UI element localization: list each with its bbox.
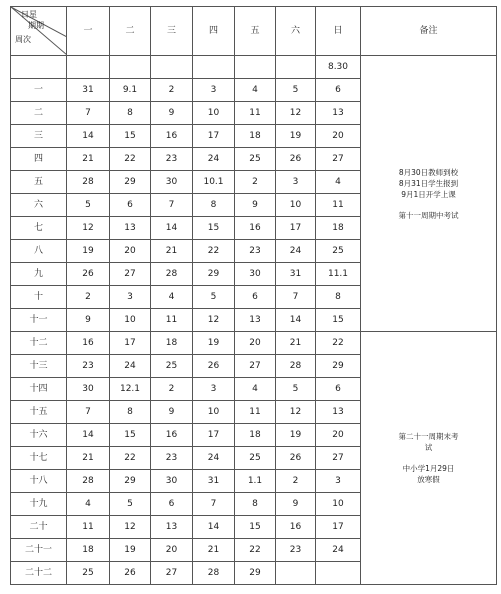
date-cell: 3 (276, 171, 316, 194)
week-number-cell: 四 (11, 148, 67, 171)
week-number-cell (11, 56, 67, 79)
date-cell: 8 (110, 401, 151, 424)
date-cell: 14 (67, 424, 110, 447)
date-cell: 27 (151, 562, 193, 585)
date-cell: 13 (110, 217, 151, 240)
date-cell: 30 (151, 470, 193, 493)
date-cell: 12 (276, 401, 316, 424)
date-cell: 11 (67, 516, 110, 539)
date-cell (67, 56, 110, 79)
week-number-cell: 十七 (11, 447, 67, 470)
week-number-cell: 八 (11, 240, 67, 263)
date-cell: 29 (193, 263, 235, 286)
date-cell: 17 (276, 217, 316, 240)
date-cell: 28 (193, 562, 235, 585)
date-cell: 27 (110, 263, 151, 286)
date-cell (193, 56, 235, 79)
date-cell: 4 (235, 79, 276, 102)
date-cell: 14 (151, 217, 193, 240)
date-cell (316, 562, 361, 585)
week-number-cell: 九 (11, 263, 67, 286)
date-cell: 8 (193, 194, 235, 217)
date-cell: 9 (235, 194, 276, 217)
date-cell: 3 (110, 286, 151, 309)
remark-note-line: 第十一周期中考试 (398, 210, 459, 220)
date-cell: 22 (316, 332, 361, 355)
date-cell: 17 (193, 424, 235, 447)
date-cell: 9 (151, 401, 193, 424)
week-number-cell: 二十一 (11, 539, 67, 562)
header-row (11, 7, 497, 56)
date-cell: 19 (67, 240, 110, 263)
week-number-cell: 十八 (11, 470, 67, 493)
date-cell: 6 (151, 493, 193, 516)
date-cell (151, 56, 193, 79)
date-cell: 21 (67, 148, 110, 171)
date-cell: 16 (151, 125, 193, 148)
date-cell: 24 (110, 355, 151, 378)
weekday-header: 一 (67, 7, 110, 56)
week-number-cell: 十四 (11, 378, 67, 401)
date-cell: 19 (110, 539, 151, 562)
weekday-header: 日 (316, 7, 361, 56)
date-cell: 2 (67, 286, 110, 309)
note-spacer (361, 453, 496, 463)
date-cell: 10.1 (193, 171, 235, 194)
date-cell: 18 (235, 424, 276, 447)
date-cell: 6 (316, 79, 361, 102)
date-cell: 5 (67, 194, 110, 217)
date-cell: 2 (151, 79, 193, 102)
date-cell: 4 (151, 286, 193, 309)
date-cell: 10 (193, 401, 235, 424)
date-cell: 26 (193, 355, 235, 378)
date-cell: 26 (110, 562, 151, 585)
weekday-header: 四 (193, 7, 235, 56)
date-cell: 15 (110, 424, 151, 447)
date-cell: 24 (193, 447, 235, 470)
date-cell: 4 (67, 493, 110, 516)
date-cell: 5 (276, 378, 316, 401)
date-cell (276, 562, 316, 585)
date-cell: 16 (67, 332, 110, 355)
date-cell (276, 56, 316, 79)
remark-note-line: 中小学1月29日 (402, 464, 455, 473)
date-cell: 8 (316, 286, 361, 309)
date-cell: 2 (151, 378, 193, 401)
date-cell: 15 (235, 516, 276, 539)
remark-header: 备注 (361, 7, 497, 56)
date-cell: 12.1 (110, 378, 151, 401)
date-cell: 27 (316, 447, 361, 470)
corner-label-date: 期期 (28, 21, 44, 30)
date-cell: 16 (276, 516, 316, 539)
date-cell: 16 (151, 424, 193, 447)
date-cell: 18 (151, 332, 193, 355)
date-cell: 10 (316, 493, 361, 516)
week-number-cell: 七 (11, 217, 67, 240)
date-cell: 11 (316, 194, 361, 217)
date-cell: 2 (235, 171, 276, 194)
weekday-header: 二 (110, 7, 151, 56)
week-number-cell: 一 (11, 79, 67, 102)
date-cell: 22 (110, 148, 151, 171)
date-cell: 12 (110, 516, 151, 539)
date-cell: 7 (67, 102, 110, 125)
weekday-header: 六 (276, 7, 316, 56)
date-cell: 21 (193, 539, 235, 562)
week-number-cell: 十九 (11, 493, 67, 516)
date-cell: 1.1 (235, 470, 276, 493)
remark-cell-second-half (361, 332, 497, 585)
date-cell: 11 (235, 401, 276, 424)
date-cell: 28 (151, 263, 193, 286)
date-cell: 26 (276, 148, 316, 171)
date-cell: 7 (193, 493, 235, 516)
remark-note-line: 第二十一周期末考 (398, 432, 459, 441)
date-cell: 3 (193, 378, 235, 401)
week-number-cell: 五 (11, 171, 67, 194)
date-cell: 25 (235, 148, 276, 171)
date-cell: 23 (276, 539, 316, 562)
date-cell: 13 (235, 309, 276, 332)
date-cell: 4 (316, 171, 361, 194)
school-calendar-table (10, 6, 497, 585)
date-cell: 28 (276, 355, 316, 378)
remark-note-line: 放寒假 (417, 475, 440, 484)
week-row (11, 56, 497, 79)
date-cell: 13 (316, 102, 361, 125)
date-cell: 9 (276, 493, 316, 516)
date-cell: 4 (235, 378, 276, 401)
date-cell: 23 (235, 240, 276, 263)
date-cell: 28 (67, 470, 110, 493)
remark-note-line: 9月1日开学上课 (401, 189, 456, 199)
date-cell: 29 (110, 470, 151, 493)
week-number-cell: 三 (11, 125, 67, 148)
corner-diagonal-lines (11, 7, 67, 55)
date-cell: 21 (276, 332, 316, 355)
date-cell: 26 (67, 263, 110, 286)
date-cell (110, 56, 151, 79)
date-cell: 25 (316, 240, 361, 263)
date-cell: 7 (67, 401, 110, 424)
date-cell: 14 (193, 516, 235, 539)
date-cell: 10 (110, 309, 151, 332)
date-cell: 17 (110, 332, 151, 355)
date-cell: 24 (193, 148, 235, 171)
date-cell: 26 (276, 447, 316, 470)
note-spacer (361, 200, 496, 210)
date-cell: 5 (110, 493, 151, 516)
week-number-cell: 二十二 (11, 562, 67, 585)
date-cell: 31 (67, 79, 110, 102)
date-cell: 12 (67, 217, 110, 240)
date-cell: 15 (193, 217, 235, 240)
week-number-cell: 十三 (11, 355, 67, 378)
date-cell: 13 (151, 516, 193, 539)
date-cell: 15 (316, 309, 361, 332)
remark-note-line: 8月30日教师到校 (398, 167, 459, 177)
date-cell: 20 (316, 125, 361, 148)
date-cell: 18 (67, 539, 110, 562)
date-cell: 22 (193, 240, 235, 263)
date-cell: 24 (276, 240, 316, 263)
date-cell: 22 (235, 539, 276, 562)
date-cell: 22 (110, 447, 151, 470)
date-cell: 28 (67, 171, 110, 194)
date-cell: 30 (67, 378, 110, 401)
date-cell: 6 (110, 194, 151, 217)
week-number-cell: 二 (11, 102, 67, 125)
date-cell (235, 56, 276, 79)
date-cell: 8 (235, 493, 276, 516)
date-cell: 14 (276, 309, 316, 332)
date-cell: 18 (235, 125, 276, 148)
remark-cell-first-half (361, 56, 497, 332)
date-cell: 23 (151, 447, 193, 470)
date-cell: 8.30 (316, 56, 361, 79)
corner-label-week: 周次 (15, 35, 31, 44)
date-cell: 21 (67, 447, 110, 470)
week-number-cell: 六 (11, 194, 67, 217)
date-cell: 19 (276, 424, 316, 447)
date-cell: 25 (235, 447, 276, 470)
date-cell: 25 (67, 562, 110, 585)
date-cell: 30 (235, 263, 276, 286)
remark-note-line: 8月31日学生报到 (398, 178, 459, 188)
weekday-header: 三 (151, 7, 193, 56)
date-cell: 10 (193, 102, 235, 125)
date-cell: 15 (110, 125, 151, 148)
date-cell: 12 (276, 102, 316, 125)
date-cell: 24 (316, 539, 361, 562)
date-cell: 31 (193, 470, 235, 493)
date-cell: 12 (193, 309, 235, 332)
date-cell: 3 (193, 79, 235, 102)
date-cell: 23 (151, 148, 193, 171)
week-number-cell: 十二 (11, 332, 67, 355)
date-cell: 20 (151, 539, 193, 562)
date-cell: 13 (316, 401, 361, 424)
date-cell: 11 (151, 309, 193, 332)
date-cell: 11 (235, 102, 276, 125)
date-cell: 19 (276, 125, 316, 148)
week-number-cell: 十 (11, 286, 67, 309)
date-cell: 17 (316, 516, 361, 539)
date-cell: 18 (316, 217, 361, 240)
date-cell: 29 (235, 562, 276, 585)
week-number-cell: 十六 (11, 424, 67, 447)
date-cell: 14 (67, 125, 110, 148)
date-cell: 29 (316, 355, 361, 378)
date-cell: 8 (110, 102, 151, 125)
date-cell: 21 (151, 240, 193, 263)
week-row (11, 332, 497, 355)
date-cell: 20 (235, 332, 276, 355)
date-cell: 2 (276, 470, 316, 493)
date-cell: 20 (110, 240, 151, 263)
date-cell: 20 (316, 424, 361, 447)
date-cell: 31 (276, 263, 316, 286)
date-cell: 5 (193, 286, 235, 309)
remark-note-line: 试 (424, 443, 433, 452)
date-cell: 11.1 (316, 263, 361, 286)
date-cell: 19 (193, 332, 235, 355)
date-cell: 7 (151, 194, 193, 217)
date-cell: 10 (276, 194, 316, 217)
week-number-cell: 十一 (11, 309, 67, 332)
date-cell: 16 (235, 217, 276, 240)
week-number-cell: 二十 (11, 516, 67, 539)
date-cell: 9 (67, 309, 110, 332)
date-cell: 23 (67, 355, 110, 378)
week-number-cell: 十五 (11, 401, 67, 424)
date-cell: 9 (151, 102, 193, 125)
date-cell: 27 (235, 355, 276, 378)
date-cell: 9.1 (110, 79, 151, 102)
date-cell: 5 (276, 79, 316, 102)
date-cell: 3 (316, 470, 361, 493)
date-cell: 7 (276, 286, 316, 309)
corner-label-weekday: 日星 (21, 10, 37, 19)
date-cell: 30 (151, 171, 193, 194)
date-cell: 17 (193, 125, 235, 148)
weekday-header: 五 (235, 7, 276, 56)
date-cell: 6 (316, 378, 361, 401)
corner-header-cell (11, 7, 67, 56)
date-cell: 25 (151, 355, 193, 378)
date-cell: 29 (110, 171, 151, 194)
date-cell: 27 (316, 148, 361, 171)
date-cell: 6 (235, 286, 276, 309)
